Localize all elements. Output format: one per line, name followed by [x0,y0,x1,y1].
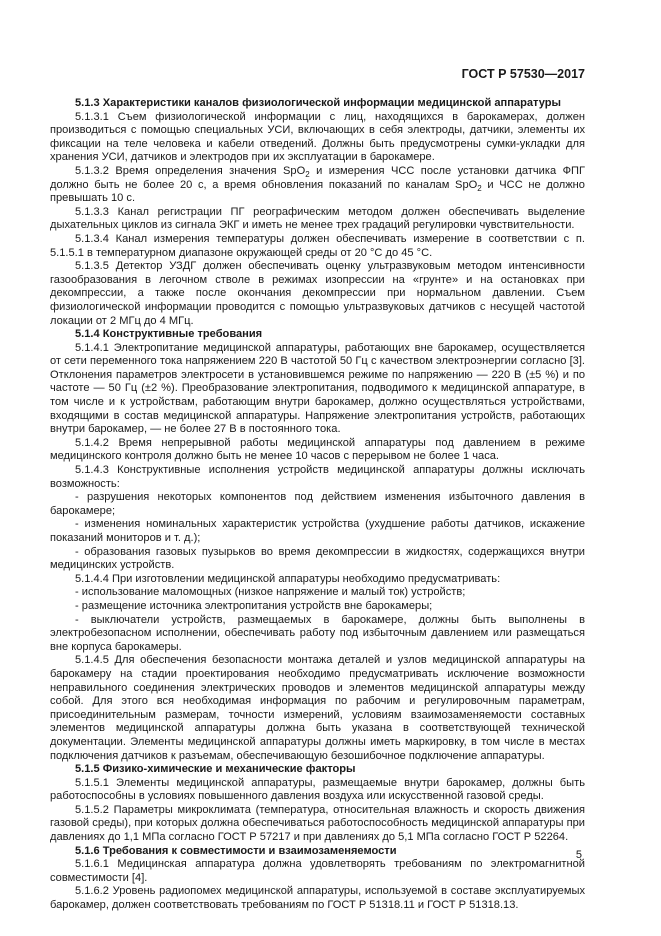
paragraph: 5.1.4.2 Время непрерывной работы медицинской аппаратуры под давлением в режиме медицинского контроля должно быть не менее 10 часов с перерывом не более 1 часа. [50,436,585,463]
paragraph: - разрушения некоторых компонентов под действием изменения избыточного давления в барокамере; [50,491,585,517]
paragraph: 5.1.3.3 Канал регистрации ПГ реографическим методом должен обеспечивать выделение дыхательных циклов из сигнала ЭКГ и иметь не менее трех градаций регулировки чувствительности. [50,205,585,232]
paragraph: 5.1.4.5 Для обеспечения безопасности монтажа деталей и узлов медицинской аппаратуры на барокамеру на стадии проектирования необходимо предусматривать исключение возможности неправильного соединения электрических проводов и элементов медицинской аппаратуры между собой. Для этого вся необходимая информация по рабочим и регулировочным параметрам, присоединительным размерам, точности измерений, условиям взаимозаменяемости составных элементов медицинской аппаратуры должна быть указана в соответствующей технической документации. Элементы медицинской аппаратуры должны иметь маркировку, в том числе в местах подключения датчиков к разъемам, обеспечивающую безошибочное подключение аппаратуры. [50,654,585,762]
section-heading: 5.1.3 Характеристики каналов физиологической информации медицинской аппаратуры [75,97,562,109]
section-heading: 5.1.4 Конструктивные требования [75,328,263,341]
paragraph: 5.1.4.3 Конструктивные исполнения устройств медицинской аппаратуры должны исключать возможность: [50,464,585,490]
page-number: 5 [575,849,582,861]
paragraph: 5.1.3.5 Детектор УЗДГ должен обеспечивать оценку ультразвуковым методом интенсивности газообразования в легочном стволе в режимах изопрессии на «грунте» и на остановках при декомпрессии, а также после окончания декомпрессии при нормальном давлении. Съем физиологической информации проводится с помощью ультразвуковых датчиков с несущей частотой локации от 2 МГц до 4 МГц. [50,260,585,327]
paragraph: 5.1.5.1 Элементы медицинской аппаратуры, размещаемые внутри барокамер, должны быть работоспособны в условиях повышенного давления воздуха или искусственной газовой среды. [50,776,585,803]
document-body [50,97,585,913]
paragraph: 5.1.6.2 Уровень радиопомех медицинской аппаратуры, используемой в составе эксплуатируемых барокамер, должен соответствовать требованиям по ГОСТ Р 51318.11 и ГОСТ Р 51318.13. [50,885,585,912]
paragraph: 5.1.4.4 При изготовлении медицинской аппаратуры необходимо предусматривать: [75,572,501,585]
paragraph: - образования газовых пузырьков во время декомпрессии в жидкостях, содержащихся внутри медицинских устройств. [50,545,585,572]
paragraph: - использование маломощных (низкое напряжение и малый ток) устройств; [75,586,466,599]
paragraph: 5.1.3.2 Время определения значения SpO$_2$ и измерения ЧСС после установки датчика ФПГ должно быть не более 20 с, а время обновления показаний по каналам SpO$_2$ и ЧСС не должно превышать 10 с. [50,164,585,205]
paragraph: - выключатели устройств, размещаемых в барокамере, должны быть выполнены в электробезопасном исполнении, обеспечивать работу под избыточным давлением или размещаться вне корпуса барокамеры. [50,613,585,653]
paragraph: 5.1.3.4 Канал измерения температуры должен обеспечивать измерение в соответствии с п. 5.1.5.1 в температурном диапазоне окружающей среды от 20 °С до 45 °С. [50,232,585,259]
paragraph: 5.1.6.1 Медицинская аппаратура должна удовлетворять требованиям по электромагнитной совместимости [4]. [50,858,585,884]
paragraph: - размещение источника электропитания устройств вне барокамеры; [75,599,433,612]
paragraph: 5.1.4.1 Электропитание медицинской аппаратуры, работающих вне барокамер, осуществляется от сети переменного тока напряжением 220 В частотой 50 Гц с качеством электроэнергии согласно [3]. Отклонения параметров электросети в установившемся режиме по напряжению — 220 В (±5 %) и по частоте — 50 Гц (±2 %). Преобразование электропитания, подводимого к медицинской аппаратуре, в том числе и к устройствам, работающим внутри барокамер, должно осуществляться устройствами, входящими в состав медицинской аппаратуры. Напряжение электропитания устройств, работающих внутри барокамер, — не более 27 В в постоянного тока. [50,341,585,436]
document-code: ГОСТ Р 57530—2017 [461,67,585,81]
section-heading: 5.1.6 Требования к совместимости и взаимозаменяемости [75,844,397,857]
section-heading: 5.1.5 Физико-химические и механические факторы [75,763,356,776]
paragraph: 5.1.5.2 Параметры микроклимата (температура, относительная влажность и скорость движения газовой среды), при которых должна обеспечиваться работоспособность медицинской аппаратуры при давлениях до 1,1 МПа согласно ГОСТ Р 57217 и при давлениях до 5,1 МПа согласно ГОСТ Р 52264. [50,803,585,844]
paragraph: - изменения номинальных характеристик устройства (ухудшение работы датчиков, искажение показаний мониторов и т. д.); [50,518,585,544]
paragraph: 5.1.3.1 Съем физиологической информации с лиц, находящихся в барокамерах, должен производиться с помощью специальных УСИ, включающих в себя электроды, датчики, элементы их фиксации на теле человека и кабели отведений. Должны быть предусмотрены сумки-укладки для хранения УСИ, датчиков и электродов при их эксплуатации в барокамере. [50,110,585,164]
